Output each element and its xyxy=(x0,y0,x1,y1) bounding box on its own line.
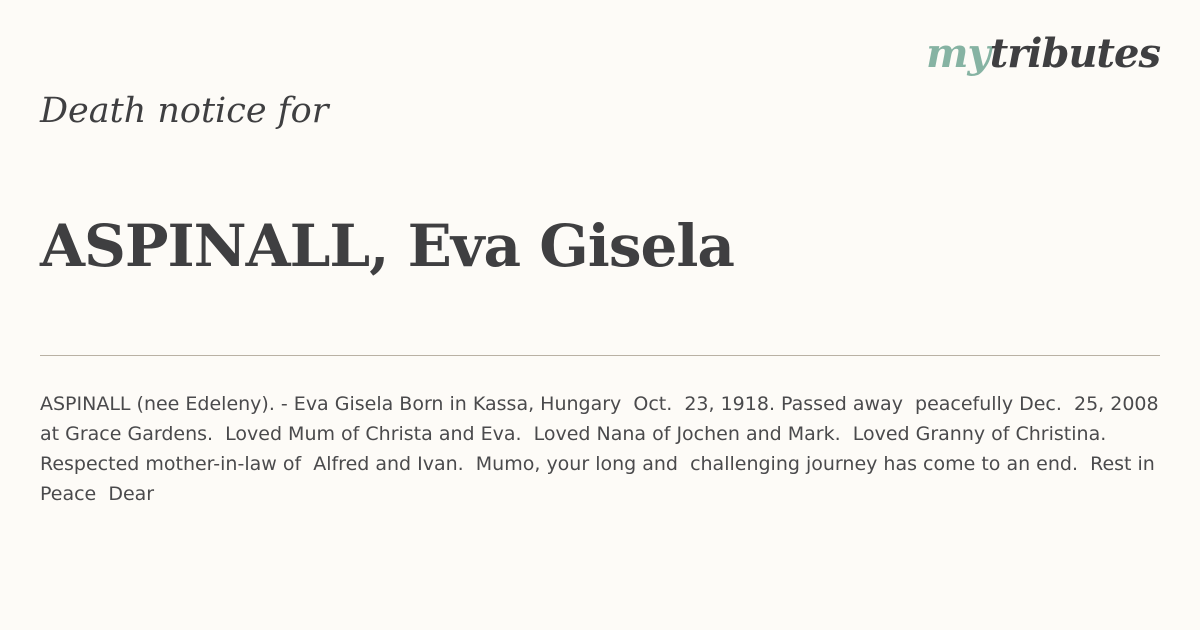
mytributes-logo[interactable] xyxy=(926,30,1160,77)
logo-tributes-text: tributes xyxy=(989,30,1160,77)
divider xyxy=(40,355,1160,356)
logo-my-text: my xyxy=(926,30,990,77)
deceased-name: ASPINALL, Eva Gisela xyxy=(40,212,735,280)
death-notice-heading: Death notice for xyxy=(40,91,329,131)
notice-text: ASPINALL (nee Edeleny). - Eva Gisela Born in Kassa, Hungary Oct. 23, 1918. Passed away peacefully Dec. 25, 2008 at Grace Gardens. Loved Mum of Christa and Eva. Loved Nana of Jochen and Mark. Loved Granny of Christina. Respected mother-in-law of Alfred and Ivan. Mumo, your long and challenging journey has come to an end. Rest in Peace Dear xyxy=(40,393,1171,505)
